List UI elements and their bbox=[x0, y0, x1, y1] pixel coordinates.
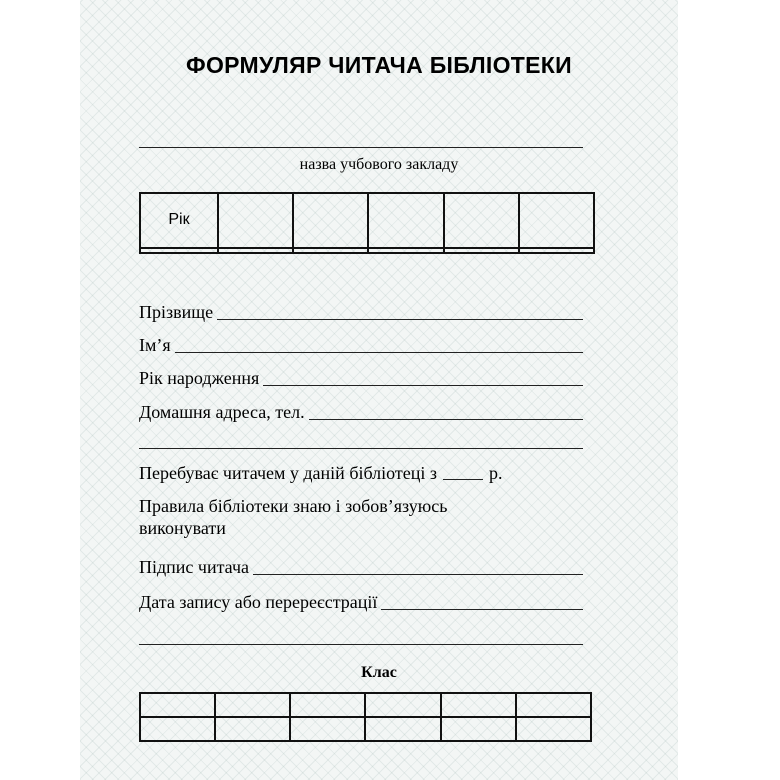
signature-label: Підпис читача bbox=[139, 557, 249, 577]
year-cell[interactable] bbox=[368, 248, 443, 253]
form-title: ФОРМУЛЯР ЧИТАЧА БІБЛІОТЕКИ bbox=[186, 52, 572, 78]
class-cell[interactable] bbox=[441, 693, 516, 717]
signature-input-line[interactable] bbox=[253, 574, 583, 575]
year-cell[interactable] bbox=[293, 248, 368, 253]
birth-year-field[interactable] bbox=[139, 366, 583, 388]
first-name-label: Ім’я bbox=[139, 335, 171, 355]
year-table-row bbox=[140, 193, 594, 248]
birth-year-label: Рік народження bbox=[139, 368, 260, 388]
year-cell[interactable] bbox=[519, 248, 594, 253]
institution-name-line[interactable] bbox=[139, 147, 583, 148]
class-cell[interactable] bbox=[441, 717, 516, 741]
class-cell[interactable] bbox=[215, 693, 290, 717]
signature-field[interactable] bbox=[139, 555, 583, 577]
class-table-row bbox=[140, 693, 591, 717]
member-since-year-line[interactable] bbox=[443, 479, 483, 480]
member-since-statement bbox=[139, 462, 589, 484]
year-cell[interactable] bbox=[519, 193, 594, 248]
class-cell[interactable] bbox=[365, 717, 440, 741]
year-table-row bbox=[140, 248, 594, 253]
year-cell[interactable] bbox=[293, 193, 368, 248]
class-table-row bbox=[140, 717, 591, 741]
year-cell[interactable] bbox=[218, 248, 293, 253]
library-card-form bbox=[80, 0, 678, 780]
address-label: Домашня адреса, тел. bbox=[139, 402, 305, 422]
institution-caption: назва учбового закладу bbox=[299, 156, 459, 173]
rules-statement-line2: виконувати bbox=[139, 518, 226, 538]
class-cell[interactable] bbox=[516, 693, 591, 717]
year-cell[interactable] bbox=[444, 248, 519, 253]
registration-date-input-line[interactable] bbox=[381, 609, 583, 610]
birth-year-input-line[interactable] bbox=[263, 385, 583, 386]
address-continuation-line[interactable] bbox=[139, 448, 583, 449]
year-table bbox=[139, 192, 595, 254]
surname-input-line[interactable] bbox=[217, 319, 583, 320]
class-cell[interactable] bbox=[290, 693, 365, 717]
year-cell[interactable] bbox=[140, 248, 218, 253]
surname-label: Прізвище bbox=[139, 302, 214, 322]
class-cell[interactable] bbox=[365, 693, 440, 717]
year-label: Рік bbox=[140, 193, 218, 248]
address-field[interactable] bbox=[139, 400, 583, 422]
registration-date-field[interactable] bbox=[139, 590, 583, 612]
class-cell[interactable] bbox=[516, 717, 591, 741]
year-cell[interactable] bbox=[218, 193, 293, 248]
member-since-text: Перебуває читачем у даній бібліотеці з bbox=[139, 463, 438, 483]
class-cell[interactable] bbox=[140, 717, 215, 741]
registration-date-label: Дата запису або перереєстрації bbox=[139, 592, 378, 612]
address-input-line[interactable] bbox=[309, 419, 583, 420]
surname-field[interactable] bbox=[139, 300, 583, 322]
class-cell[interactable] bbox=[140, 693, 215, 717]
rules-statement bbox=[139, 495, 589, 539]
class-cell[interactable] bbox=[215, 717, 290, 741]
class-cell[interactable] bbox=[290, 717, 365, 741]
first-name-field[interactable] bbox=[139, 333, 583, 355]
rules-statement-line1: Правила бібліотеки знаю і зобов’язуюсь bbox=[139, 496, 448, 516]
year-cell[interactable] bbox=[368, 193, 443, 248]
separator-line bbox=[139, 644, 583, 645]
class-caption: Клас bbox=[361, 664, 397, 681]
class-table bbox=[139, 692, 592, 742]
member-since-suffix: р. bbox=[489, 463, 503, 483]
year-cell[interactable] bbox=[444, 193, 519, 248]
first-name-input-line[interactable] bbox=[175, 352, 583, 353]
